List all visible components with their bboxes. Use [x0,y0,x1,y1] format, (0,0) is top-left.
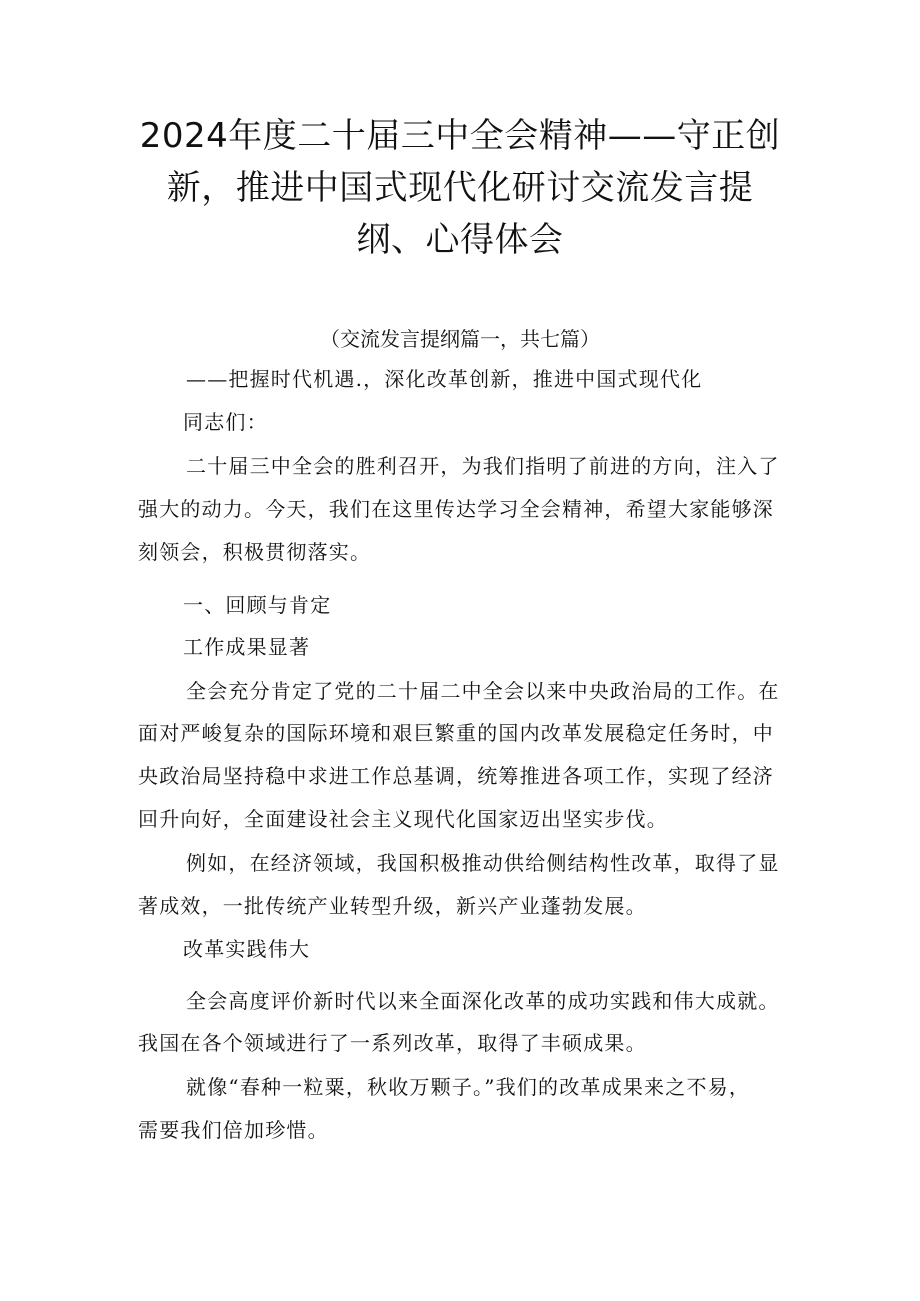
paragraph-line: 全会充分肯定了党的二十届二中全会以来中央政治局的工作。在 [186,679,780,703]
paragraph-line: 面对严峻复杂的国际环境和艰巨繁重的国内改革发展稳定任务时，中 [138,721,774,745]
salutation: 同志们： [183,410,268,434]
subtitle: （交流发言提纲篇一，共七篇） [320,327,600,351]
subsection-heading: 改革实践伟大 [183,937,311,961]
document-title [120,110,800,266]
subsection-heading: 工作成果显著 [183,635,311,659]
intro-line: 刻领会，积极贯彻落实。 [138,540,372,564]
paragraph-line: 全会高度评价新时代以来全面深化改革的成功实践和伟大成就。 [186,989,780,1013]
intro-line: 二十届三中全会的胜利召开，为我们指明了前进的方向，注入了 [186,454,780,478]
title-line: 新，推进中国式现代化研讨交流发言提 [166,168,754,208]
theme-line: ——把握时代机遇.，深化改革创新，推进中国式现代化 [186,367,703,391]
paragraph-line: 需要我们倍加珍惜。 [138,1118,329,1142]
paragraph-line: 就像“春种一粒粟，秋收万颗子。”我们的改革成果来之不易， [186,1075,751,1099]
paragraph-line: 央政治局坚持稳中求进工作总基调，统筹推进各项工作，实现了经济 [138,764,774,788]
title-line: 纲、心得体会 [356,220,564,260]
paragraph-line: 著成效，一批传统产业转型升级，新兴产业蓬勃发展。 [138,894,647,918]
title-line: 2024年度二十届三中全会精神——守正创 [139,116,781,156]
paragraph-line: 例如，在经济领域，我国积极推动供给侧结构性改革，取得了显 [186,851,780,875]
section-heading: 一、回顾与肯定 [183,593,332,617]
intro-line: 强大的动力。今天，我们在这里传达学习全会精神，希望大家能够深 [138,497,774,521]
paragraph-line: 回升向好，全面建设社会主义现代化国家迈出坚实步伐。 [138,807,668,831]
paragraph-line: 我国在各个领域进行了一系列改革，取得了丰硕成果。 [138,1031,647,1055]
